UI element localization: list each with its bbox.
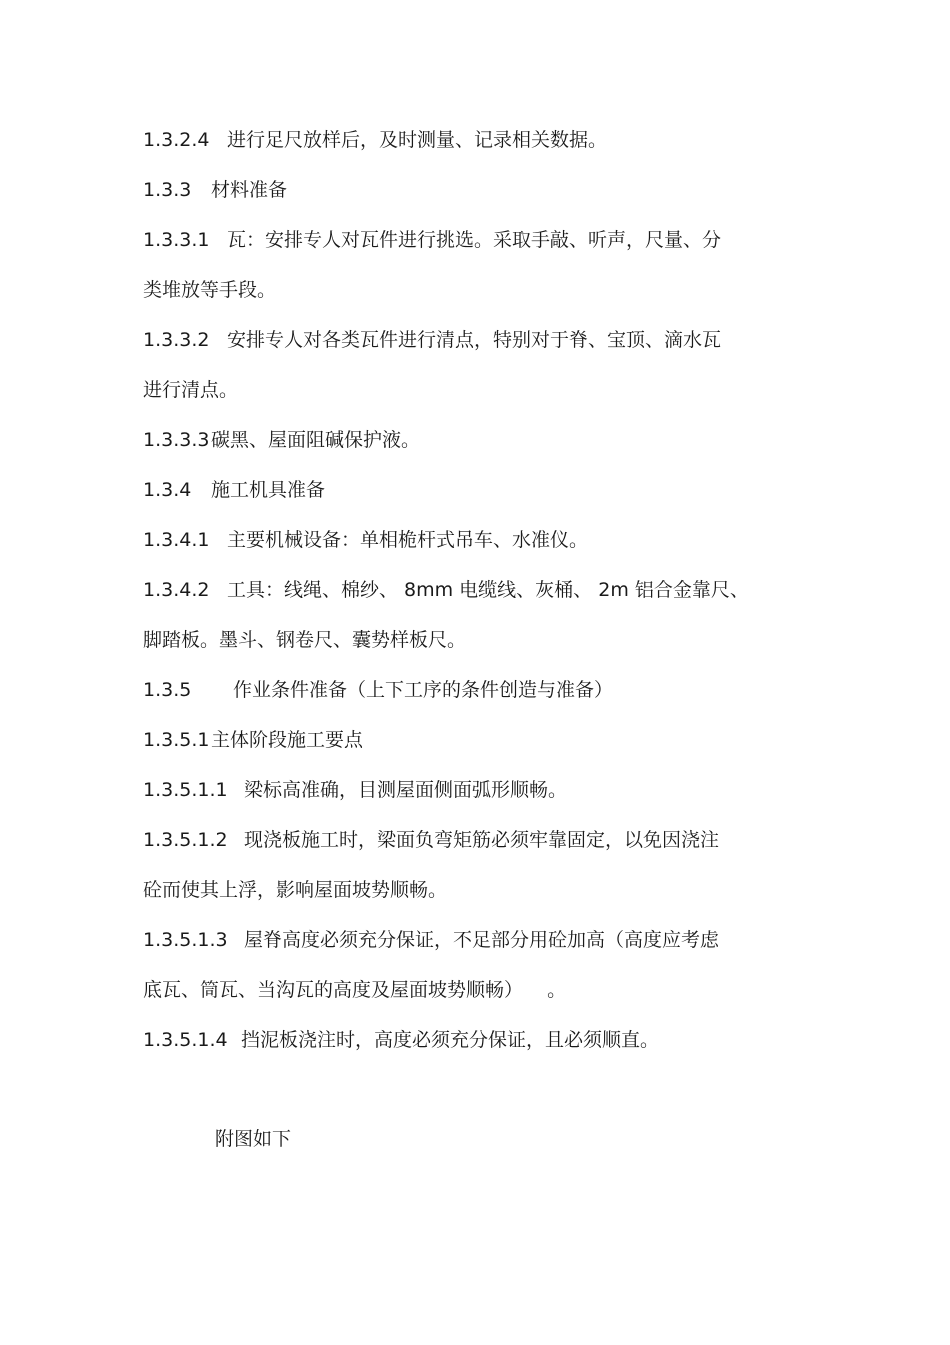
heading-1-3-3: [143, 181, 287, 200]
section-number: 1.3.4.2: [143, 579, 210, 601]
section-number: 1.3.5.1: [143, 729, 210, 751]
paragraph-text: 挡泥板浇注时，高度必须充分保证，且必须顺直。: [241, 1029, 660, 1051]
paragraph-text: 碳黑、屋面阻碱保护液。: [211, 429, 421, 451]
section-number: 1.3.5.1.2: [143, 829, 228, 851]
paragraph-1-3-5-1-2: [143, 831, 719, 850]
paragraph-1-3-4-1: [143, 531, 588, 550]
section-number: 1.3.3.3: [143, 429, 210, 451]
paragraph-1-3-5-1-1: [143, 781, 567, 800]
paragraph-text: 进行清点。: [143, 379, 239, 401]
heading-text: 主体阶段施工要点: [211, 729, 364, 751]
section-number: 1.3.5.1.4: [143, 1029, 228, 1051]
paragraph-text: 梁标高准确，目测屋面侧面弧形顺畅。: [244, 779, 568, 801]
paragraph-text: 工具：线绳、棉纱、 8mm 电缆线、灰桶、 2m 铝合金靠尺、: [227, 579, 749, 601]
paragraph-1-3-3-2: [143, 331, 721, 350]
paragraph-1-3-2-4: [143, 131, 607, 150]
figure-caption: 附图如下: [215, 1128, 292, 1150]
paragraph-text: 瓦：安排专人对瓦件进行挑选。采取手敲、听声，尺量、分: [227, 229, 722, 251]
paragraph-text: 主要机械设备：单相桅杆式吊车、水准仪。: [227, 529, 589, 551]
paragraph-text: 安排专人对各类瓦件进行清点，特别对于脊、宝顶、滴水瓦: [227, 329, 722, 351]
paragraph-text: 屋脊高度必须充分保证，不足部分用砼加高（高度应考虑: [244, 929, 720, 951]
paragraph-continuation: [143, 281, 276, 300]
heading-text: 施工机具准备: [211, 479, 326, 501]
section-number: 1.3.3.2: [143, 329, 210, 351]
paragraph-1-3-3-3: [143, 431, 420, 450]
paragraph-text: 底瓦、筒瓦、当沟瓦的高度及屋面坡势顺畅） 。: [143, 979, 567, 1001]
section-number: 1.3.2.4: [143, 129, 210, 151]
heading-text: 材料准备: [211, 179, 288, 201]
paragraph-1-3-4-2: [143, 581, 749, 600]
paragraph-text: 类堆放等手段。: [143, 279, 277, 301]
section-number: 1.3.5: [143, 679, 192, 701]
section-number: 1.3.3.1: [143, 229, 210, 251]
heading-1-3-5-1: [143, 731, 363, 750]
heading-text: 作业条件准备（上下工序的条件创造与准备）: [233, 679, 614, 701]
paragraph-text: 脚踏板。墨斗、钢卷尺、囊势样板尺。: [143, 629, 467, 651]
paragraph-continuation: [143, 631, 466, 650]
paragraph-text: 砼而使其上浮，影响屋面坡势顺畅。: [143, 879, 448, 901]
section-number: 1.3.5.1.1: [143, 779, 228, 801]
section-number: 1.3.4: [143, 479, 192, 501]
heading-1-3-4: [143, 481, 325, 500]
paragraph-1-3-3-1: [143, 231, 721, 250]
paragraph-1-3-5-1-4: [143, 1031, 659, 1050]
paragraph-continuation: [143, 981, 566, 1000]
heading-1-3-5: [143, 681, 613, 700]
paragraph-text: 进行足尺放样后，及时测量、记录相关数据。: [227, 129, 608, 151]
section-number: 1.3.4.1: [143, 529, 210, 551]
section-number: 1.3.5.1.3: [143, 929, 228, 951]
section-number: 1.3.3: [143, 179, 192, 201]
paragraph-continuation: [143, 881, 447, 900]
paragraph-continuation: [143, 381, 238, 400]
paragraph-1-3-5-1-3: [143, 931, 719, 950]
paragraph-text: 现浇板施工时，梁面负弯矩筋必须牢靠固定，以免因浇注: [244, 829, 720, 851]
